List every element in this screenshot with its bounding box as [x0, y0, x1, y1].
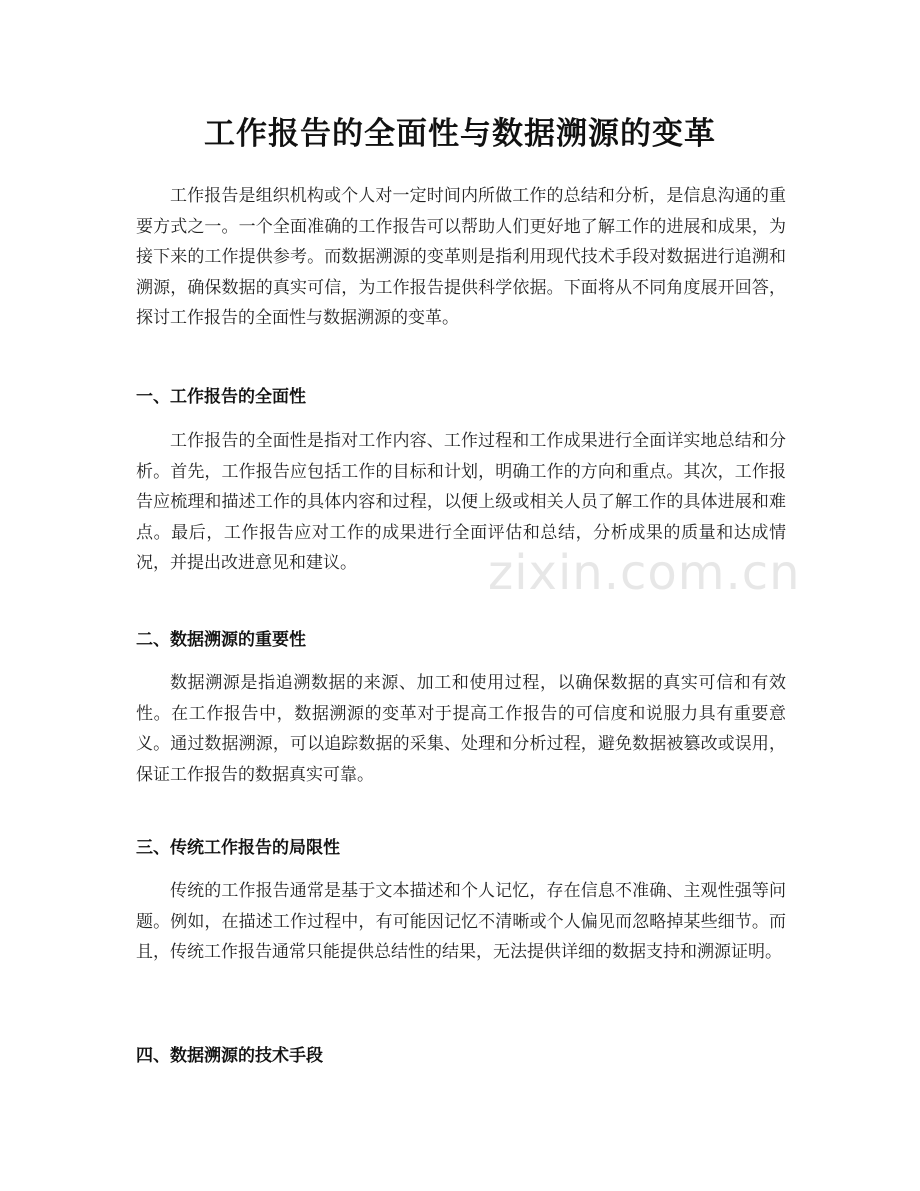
section-body-3: 传统的工作报告通常是基于文本描述和个人记忆，存在信息不准确、主观性强等问题。例如，在描述工作过程中，有可能因记忆不清晰或个人偏见而忽略掉某些细节。而且，传统工作报告通常只能提供总结性的结果，无法提供详细的数据支持和溯源证明。: [136, 881, 786, 962]
section-heading-2: 二、数据溯源的重要性: [136, 630, 306, 650]
section-heading-1: 一、工作报告的全面性: [136, 387, 306, 407]
watermark: zixin.com.cn: [488, 545, 801, 601]
document-title: 工作报告的全面性与数据溯源的变革: [204, 116, 716, 152]
section-body-2: 数据溯源是指追溯数据的来源、加工和使用过程，以确保数据的真实可信和有效性。在工作报告中，数据溯源的变革对于提高工作报告的可信度和说服力具有重要意义。通过数据溯源，可以追踪数据的采集、处理和分析过程，避免数据被篡改或误用，保证工作报告的数据真实可靠。: [136, 673, 786, 785]
section-heading-3: 三、传统工作报告的局限性: [136, 838, 340, 858]
intro-paragraph: 工作报告是组织机构或个人对一定时间内所做工作的总结和分析，是信息沟通的重要方式之一。一个全面准确的工作报告可以帮助人们更好地了解工作的进展和成果，为接下来的工作提供参考。而数据溯源的变革则是指利用现代技术手段对数据进行追溯和溯源，确保数据的真实可信，为工作报告提供科学依据。下面将从不同角度展开回答，探讨工作报告的全面性与数据溯源的变革。: [136, 186, 786, 328]
section-body-1: 工作报告的全面性是指对工作内容、工作过程和工作成果进行全面详实地总结和分析。首先，工作报告应包括工作的目标和计划，明确工作的方向和重点。其次，工作报告应梳理和描述工作的具体内容和过程，以便上级或相关人员了解工作的具体进展和难点。最后，工作报告应对工作的成果进行全面评估和总结，分析成果的质量和达成情况，并提出改进意见和建议。: [136, 431, 786, 573]
section-heading-4: 四、数据溯源的技术手段: [136, 1046, 323, 1066]
